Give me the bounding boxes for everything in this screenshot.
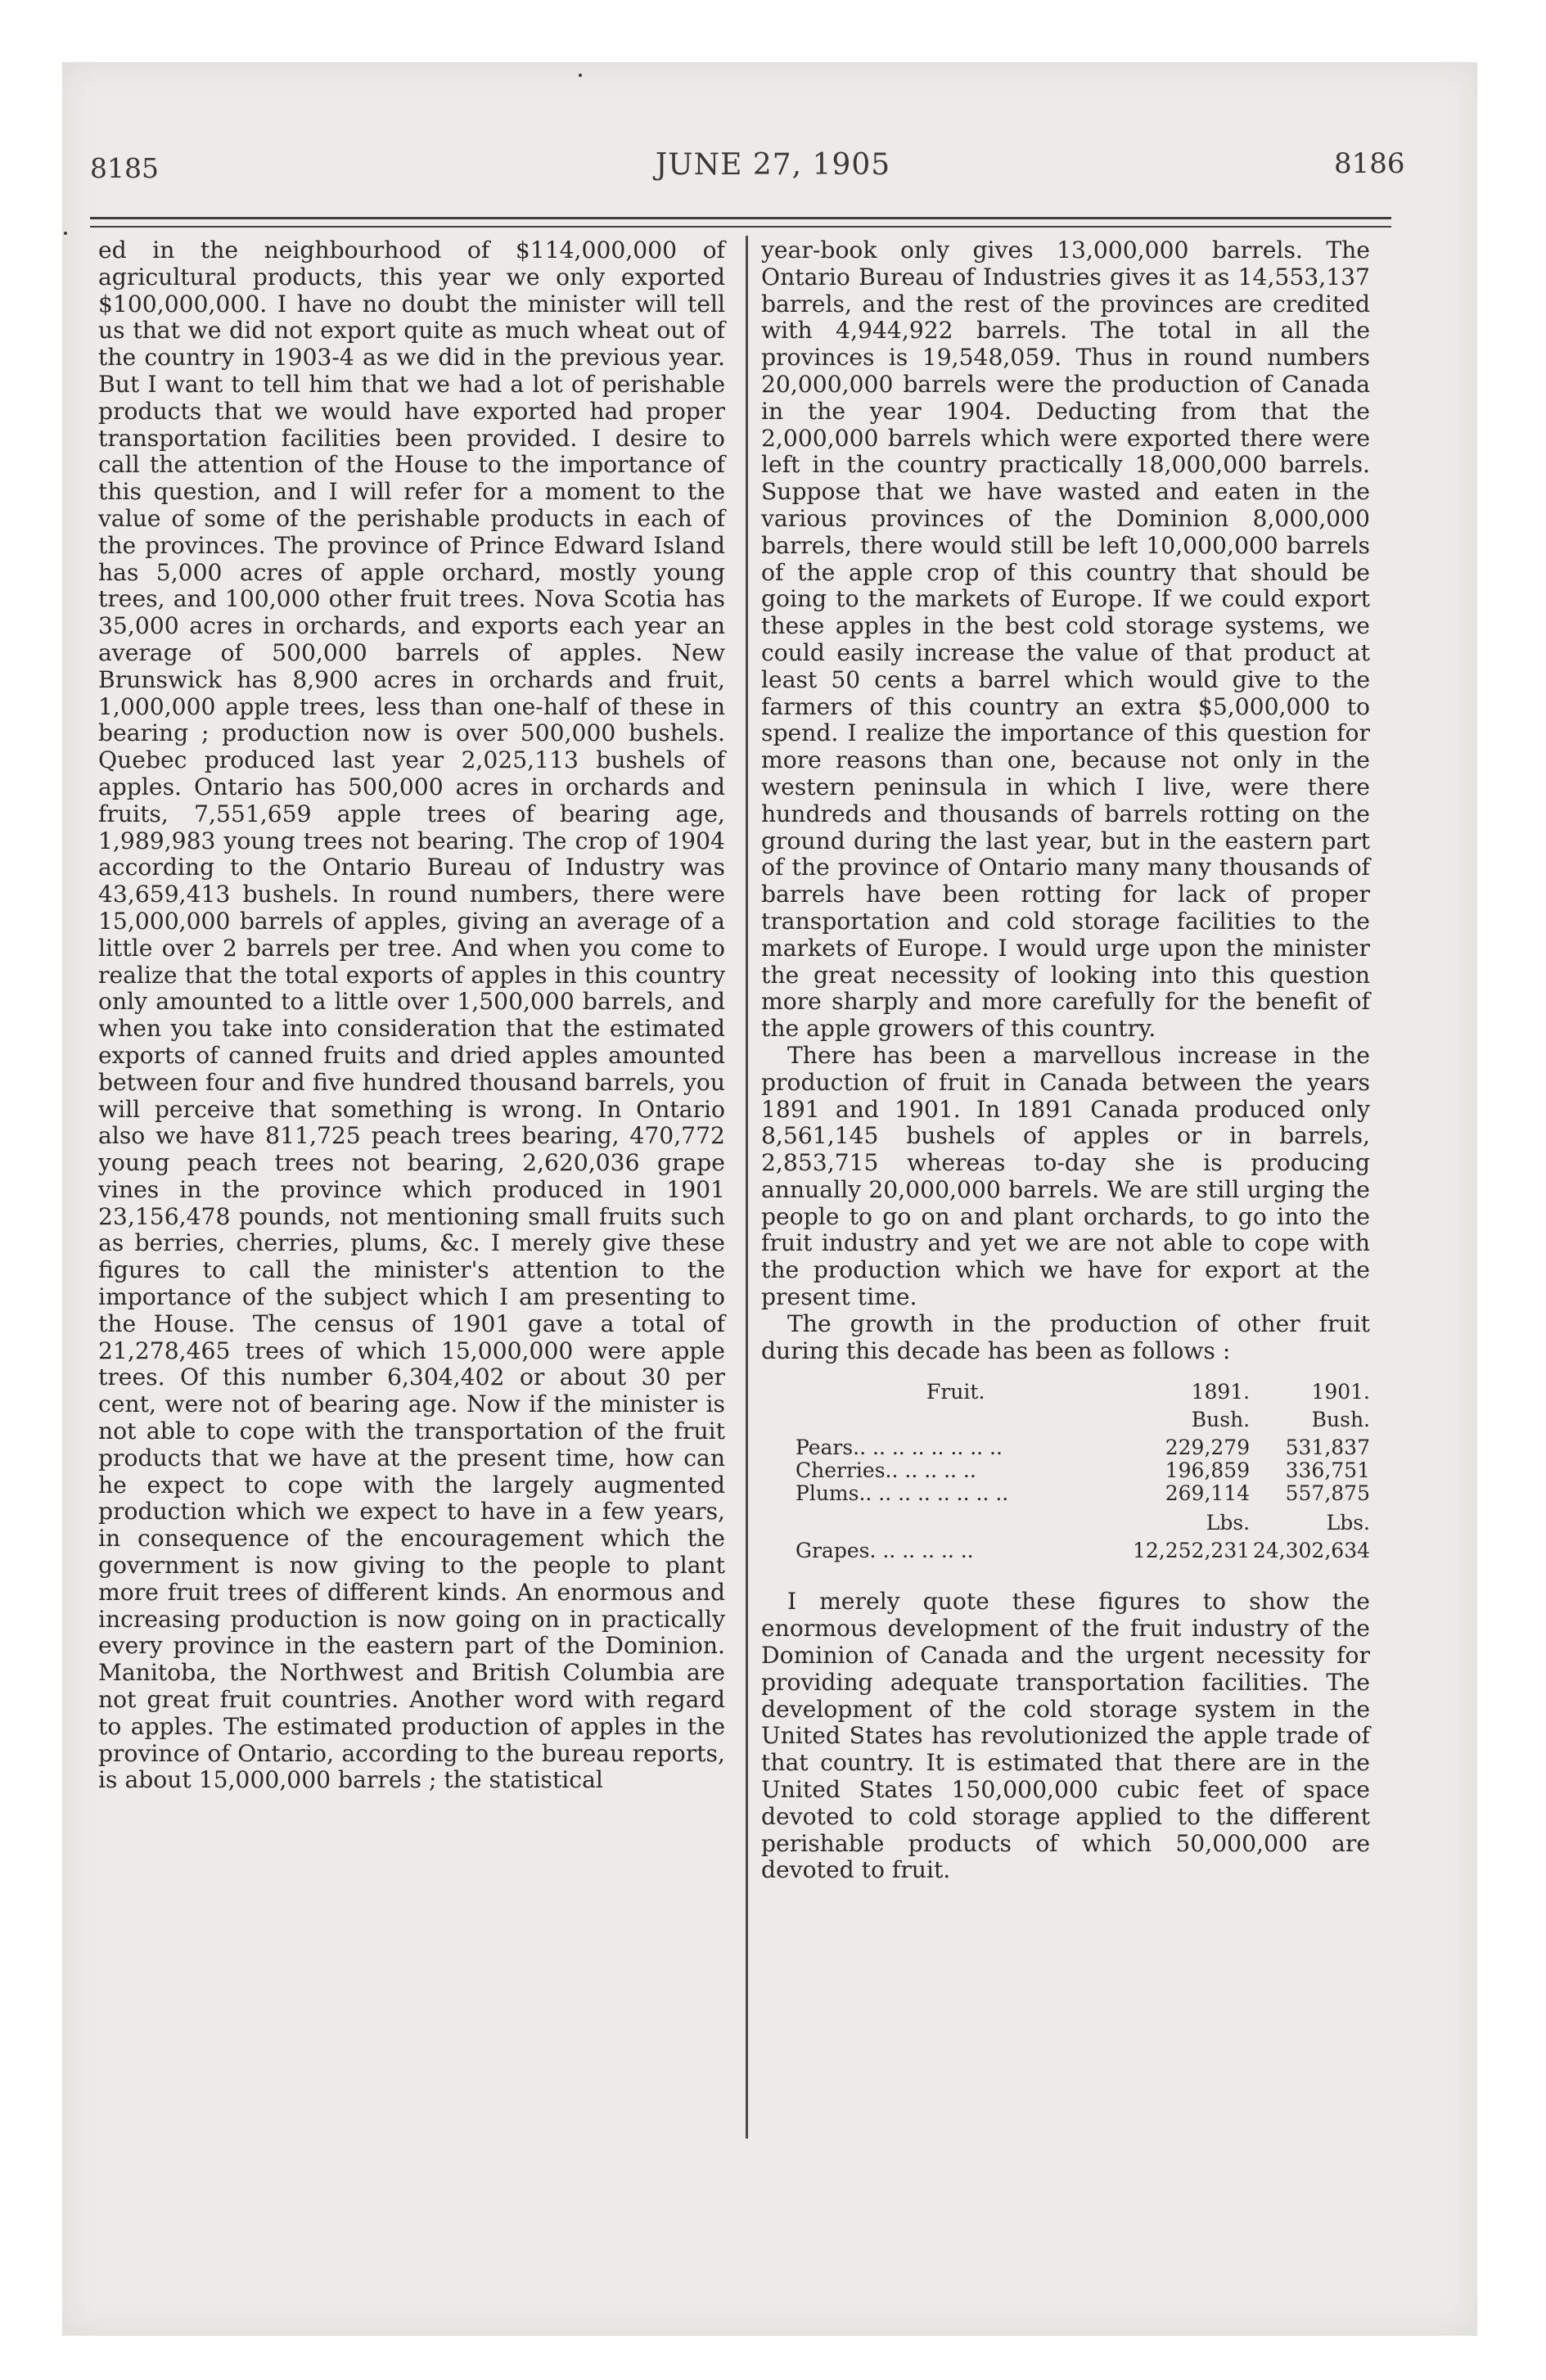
row-label: Pears.. .. .. .. .. .. .. .. (796, 1436, 1003, 1460)
left-column (98, 237, 725, 1794)
year-1901-header: 1901. (1311, 1380, 1370, 1404)
page-mark (579, 74, 582, 77)
value-1891: 269,114 (1165, 1481, 1251, 1506)
table-row (796, 1436, 1370, 1459)
unit-pounds: Lbs. (1326, 1511, 1370, 1535)
page-date: JUNE 27, 1905 (655, 148, 891, 182)
column-divider (746, 236, 748, 2139)
fruit-production-table (796, 1381, 1370, 1562)
value-1891: 196,859 (1165, 1458, 1251, 1483)
unit-bushels: Bush. (1311, 1408, 1370, 1432)
value-1901: 24,302,634 (1252, 1539, 1370, 1563)
page-mark (64, 232, 67, 235)
year-1891-header: 1891. (1191, 1380, 1251, 1404)
right-page-number: 8186 (1334, 147, 1405, 180)
left-page-number: 8185 (90, 152, 159, 184)
value-1901: 557,875 (1285, 1481, 1370, 1506)
table-row (796, 1482, 1370, 1505)
value-1891: 229,279 (1165, 1436, 1251, 1460)
right-paragraph-4: I merely quote these figures to show the enormous development of the fruit industry of the Dominion of Canada and the urgent necessity for providing adequate transportation facilities. The development of the cold storage system in the United States has revolutionized the apple trade of that country. It is estimated that there are in the United States 150,000,000 cubic feet of space devoted to cold storage applied to the different perishable products of which 50,000,000 are devoted to fruit. (761, 1588, 1370, 1884)
table-row (796, 1459, 1370, 1482)
header-rule (90, 226, 1391, 228)
value-1891: 12,252,231 (1132, 1539, 1251, 1563)
header-rule (90, 217, 1391, 219)
row-label: Plums.. .. .. .. .. .. .. .. (796, 1481, 1009, 1506)
table-row (796, 1539, 1370, 1562)
value-1901: 531,837 (1285, 1436, 1370, 1460)
fruit-column-header: Fruit. (926, 1380, 985, 1404)
left-column-text: ed in the neighbourhood of $114,000,000 of agricultural products, this year we only exported $100,000,000. I have no doubt the minister will tell us that we did not export quite as much wheat out of the country in 1903-4 as we did in the previous year. But I want to tell him that we had a lot of perishable products that we would have exported had proper transportation facilities been provided. I desire to call the attention of the House to the importance of this question, and I will refer for a moment to the value of some of the perishable products in each of the provinces. The province of Prince Edward Island has 5,000 acres of apple orchard, mostly young trees, and 100,000 other fruit trees. Nova Scotia has 35,000 acres in orchards, and exports each year an average of 500,000 barrels of apples. New Brunswick has 8,900 acres in orchards and fruit, 1,000,000 apple trees, less than one-half of these in bearing ; production now is over 500,000 bushels. Quebec produced last year 2,025,113 bushels of apples. Ontario has 500,000 acres in orchards and fruits, 7,551,659 apple trees of bearing age, 1,989,983 young trees not bearing. The crop of 1904 according to the Ontario Bureau of Industry was 43,659,413 bushels. In round numbers, there were 15,000,000 barrels of apples, giving an average of a little over 2 barrels per tree. And when you come to realize that the total exports of apples in this country only amounted to a little over 1,500,000 barrels, and when you take into consideration that the estimated exports of canned fruits and dried apples amounted between four and five hundred thousand barrels, you will perceive that something is wrong. In Ontario also we have 811,725 peach trees bearing, 470,772 young peach trees not bearing, 2,620,036 grape vines in the province which produced in 1901 23,156,478 pounds, not mentioning small fruits such as berries, cherries, plums, &c. I merely give these figures to call the minister's attention to the importance of the subject which I am presenting to the House. The census of 1901 gave a total of 21,278,465 trees of which 15,000,000 were apple trees. Of this number 6,304,402 or about 30 per cent, were not of bearing age. Now if the minister is not able to cope with the transportation of the fruit products that we have at the present time, how can he expect to cope with the largely augmented production which we expect to have in a few years, in consequence of the encouragement which the government is now giving to the people to plant more fruit trees of different kinds. An enormous and increasing production is now going on in practically every province in the eastern part of the Dominion. Manitoba, the Northwest and British Columbia are not great fruit countries. Another word with regard to apples. The estimated production of apples in the province of Ontario, according to the bureau reports, is about 15,000,000 barrels ; the statistical (98, 237, 725, 1794)
right-paragraph-2: There has been a marvellous increase in the production of fruit in Canada between the years 1891 and 1901. In 1891 Canada produced only 8,561,145 bushels of apples or in barrels, 2,853,715 whereas to-day she is producing annually 20,000,000 barrels. We are still urging the people to go on and plant orchards, to go into the fruit industry and yet we are not able to cope with the production which we have for export at the present time. (761, 1041, 1370, 1311)
right-column (761, 237, 1370, 1884)
right-paragraph-1: year-book only gives 13,000,000 barrels. The Ontario Bureau of Industries gives it as 14,553,137 barrels, and the rest of the provinces are credited with 4,944,922 barrels. The total in all the provinces is 19,548,059. Thus in round numbers 20,000,000 barrels were the production of Canada in the year 1904. Deducting from that the 2,000,000 barrels which were exported there were left in the country practically 18,000,000 barrels. Suppose that we have wasted and eaten in the various provinces of the Dominion 8,000,000 barrels, there would still be left 10,000,000 barrels of the apple crop of this country that should be going to the markets of Europe. If we could export these apples in the best cold storage systems, we could easily increase the value of that product at least 50 cents a barrel which would give to the farmers of this country an extra $5,000,000 to spend. I realize the importance of this question for more reasons than one, because not only in the western peninsula in which I live, were there hundreds and thousands of barrels rotting on the ground during the last year, but in the eastern part of the province of Ontario many many thousands of barrels have been rotting for lack of proper transportation and cold storage facilities to the markets of Europe. I would urge upon the minister the great necessity of looking into this question more sharply and more carefully for the benefit of the apple growers of this country. (761, 237, 1370, 1043)
row-label: Grapes. .. .. .. .. .. (796, 1539, 974, 1563)
row-label: Cherries.. .. .. .. .. (796, 1458, 976, 1483)
unit-bushels: Bush. (1191, 1408, 1251, 1432)
unit-pounds: Lbs. (1206, 1511, 1251, 1535)
right-paragraph-3: The growth in the production of other fruit during this decade has been as follows : (761, 1309, 1370, 1364)
value-1901: 336,751 (1285, 1458, 1370, 1483)
